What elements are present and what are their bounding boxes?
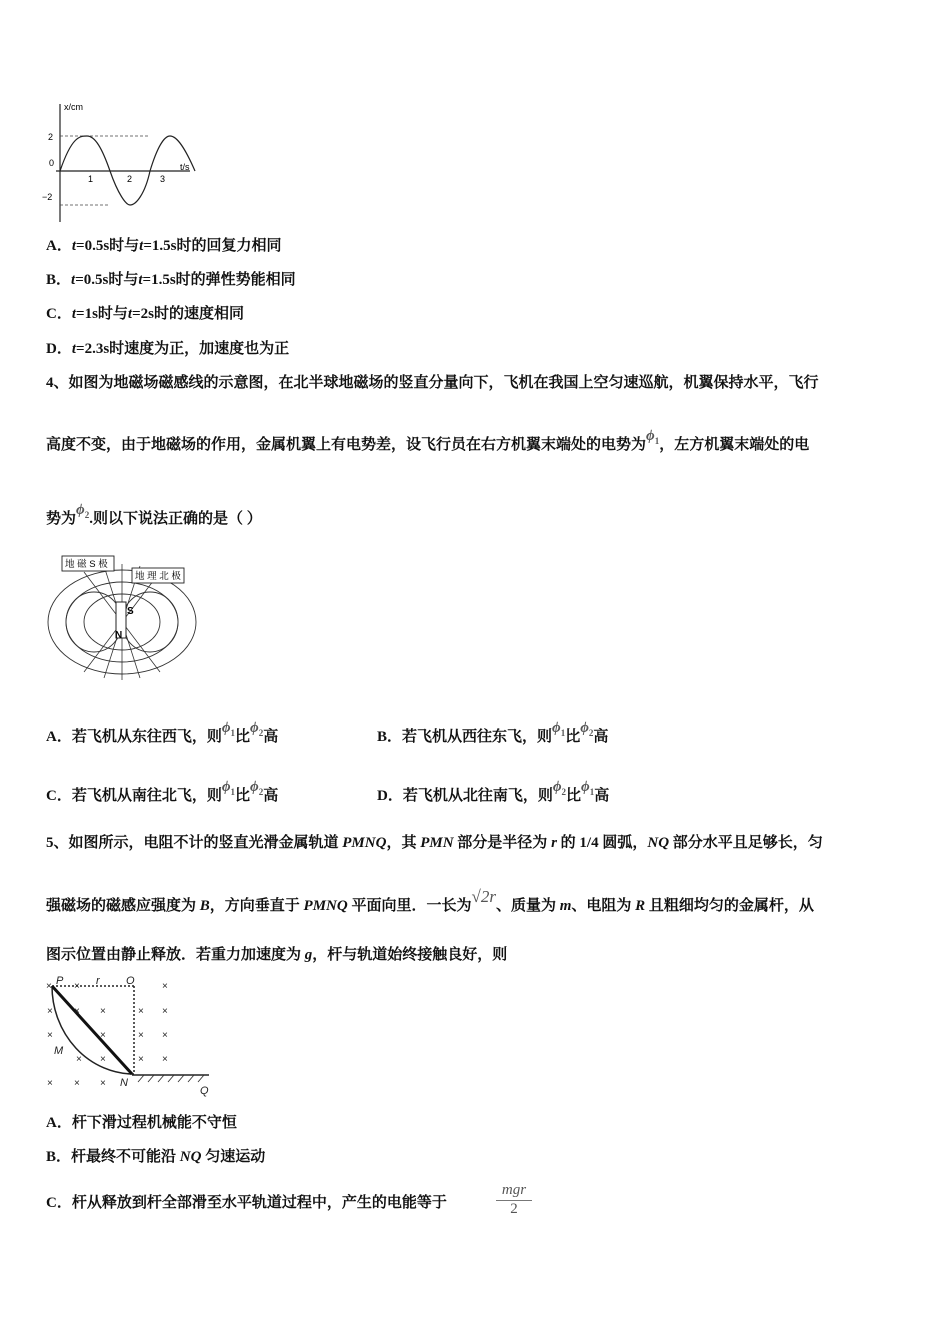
graph-xtick: 3 xyxy=(160,174,166,184)
q3-option-c: C．t=1s时与t=2s时的速度相同 xyxy=(46,306,244,322)
fig-label-s-pole: 地 磁 S 极 xyxy=(65,559,108,570)
q4-option-b: B．若飞机从西往东飞，则$\phi_1$比$\phi_2$高 xyxy=(377,720,609,745)
graph-ytick: 2 xyxy=(48,132,54,142)
q4-option-a: A．若飞机从东往西飞，则$\phi_1$比$\phi_2$高 xyxy=(46,720,279,745)
fig-label-m: M xyxy=(54,1045,64,1057)
graph-ytick: −2 xyxy=(42,192,53,202)
q5-option-c: C．杆从释放到杆全部滑至水平轨道过程中，产生的电能等于 xyxy=(46,1195,447,1211)
fig-label-q: Q xyxy=(200,1085,209,1097)
fig-label-n: N xyxy=(115,630,123,641)
graph-xlabel: t/s xyxy=(180,162,190,172)
fig-label-p: P xyxy=(56,975,64,987)
x-mark: × xyxy=(74,1006,80,1017)
fig-label-north: 地 理 北 极 xyxy=(135,571,181,582)
x-mark: × xyxy=(138,1006,144,1017)
x-mark: × xyxy=(100,1030,106,1041)
fraction-mgr-over-2: mgr 2 xyxy=(496,1182,532,1218)
x-mark: × xyxy=(162,1054,168,1065)
q3-option-a: A．t=0.5s时与t=1.5s时的回复力相同 xyxy=(46,238,282,254)
graph-xtick: 2 xyxy=(127,174,133,184)
x-mark: × xyxy=(47,1030,53,1041)
x-mark: × xyxy=(46,981,52,992)
x-mark: × xyxy=(162,981,168,992)
q5-stem-line2: 强磁场的磁感应强度为 B，方向垂直于 PMNQ 平面向里．一长为√2r、质量为 m、电阻为 R 且粗细均匀的金属杆，从 xyxy=(46,887,814,914)
x-mark: × xyxy=(162,1030,168,1041)
q5-stem-line3: 图示位置由静止释放．若重力加速度为 g，杆与轨道始终接触良好，则 xyxy=(46,947,508,963)
fig-label-n: N xyxy=(120,1077,128,1089)
q4-stem-line3: 势为$\phi_2$.则以下说法正确的是（ ） xyxy=(46,502,262,527)
graph-ylabel: x/cm xyxy=(64,102,83,112)
x-mark: × xyxy=(138,1054,144,1065)
x-mark: × xyxy=(100,1054,106,1065)
q4-stem-line2: 高度不变，由于地磁场的作用，金属机翼上有电势差，设飞行员在右方机翼末端处的电势为$\phi_1$，左方机翼末端处的电 xyxy=(46,428,810,453)
q4-stem-line1: 4、如图为地磁场磁感线的示意图，在北半球地磁场的竖直分量向下，飞机在我国上空匀速巡航，机翼保持水平，飞行 xyxy=(46,375,819,391)
fig-label-o: O xyxy=(126,975,135,987)
q4-option-c: C．若飞机从南往北飞，则$\phi_1$比$\phi_2$高 xyxy=(46,779,279,804)
x-mark: × xyxy=(138,1030,144,1041)
fig-label-s: S xyxy=(127,606,134,617)
q5-option-b: B．杆最终不可能沿 NQ 匀速运动 xyxy=(46,1149,266,1165)
x-mark: × xyxy=(74,981,80,992)
x-mark: × xyxy=(100,1006,106,1017)
rail-rod-figure xyxy=(44,974,216,1098)
q3-option-d: D．t=2.3s时速度为正，加速度也为正 xyxy=(46,341,290,357)
x-mark: × xyxy=(76,1054,82,1065)
phi-1: $\phi_1$ xyxy=(646,428,660,446)
x-mark: × xyxy=(47,1078,53,1089)
x-mark: × xyxy=(162,1006,168,1017)
x-mark: × xyxy=(100,1078,106,1089)
q4-option-d: D．若飞机从北往南飞，则$\phi_2$比$\phi_1$高 xyxy=(377,779,610,804)
q3-option-b: B．t=0.5s时与t=1.5s时的弹性势能相同 xyxy=(46,272,296,288)
x-mark: × xyxy=(47,1006,53,1017)
phi-2: $\phi_2$ xyxy=(76,502,90,520)
x-mark: × xyxy=(74,1078,80,1089)
geomagnetic-field-figure xyxy=(44,552,204,680)
x-t-graph xyxy=(40,98,200,228)
graph-ytick: 0 xyxy=(49,158,55,168)
fig-label-r: r xyxy=(96,975,100,987)
graph-xtick: 1 xyxy=(88,174,94,184)
q5-stem-line1: 5、如图所示，电阻不计的竖直光滑金属轨道 PMNQ，其 PMN 部分是半径为 r 的 1/4 圆弧，NQ 部分水平且足够长，匀 xyxy=(46,835,823,851)
q5-option-a: A．杆下滑过程机械能不守恒 xyxy=(46,1115,237,1131)
